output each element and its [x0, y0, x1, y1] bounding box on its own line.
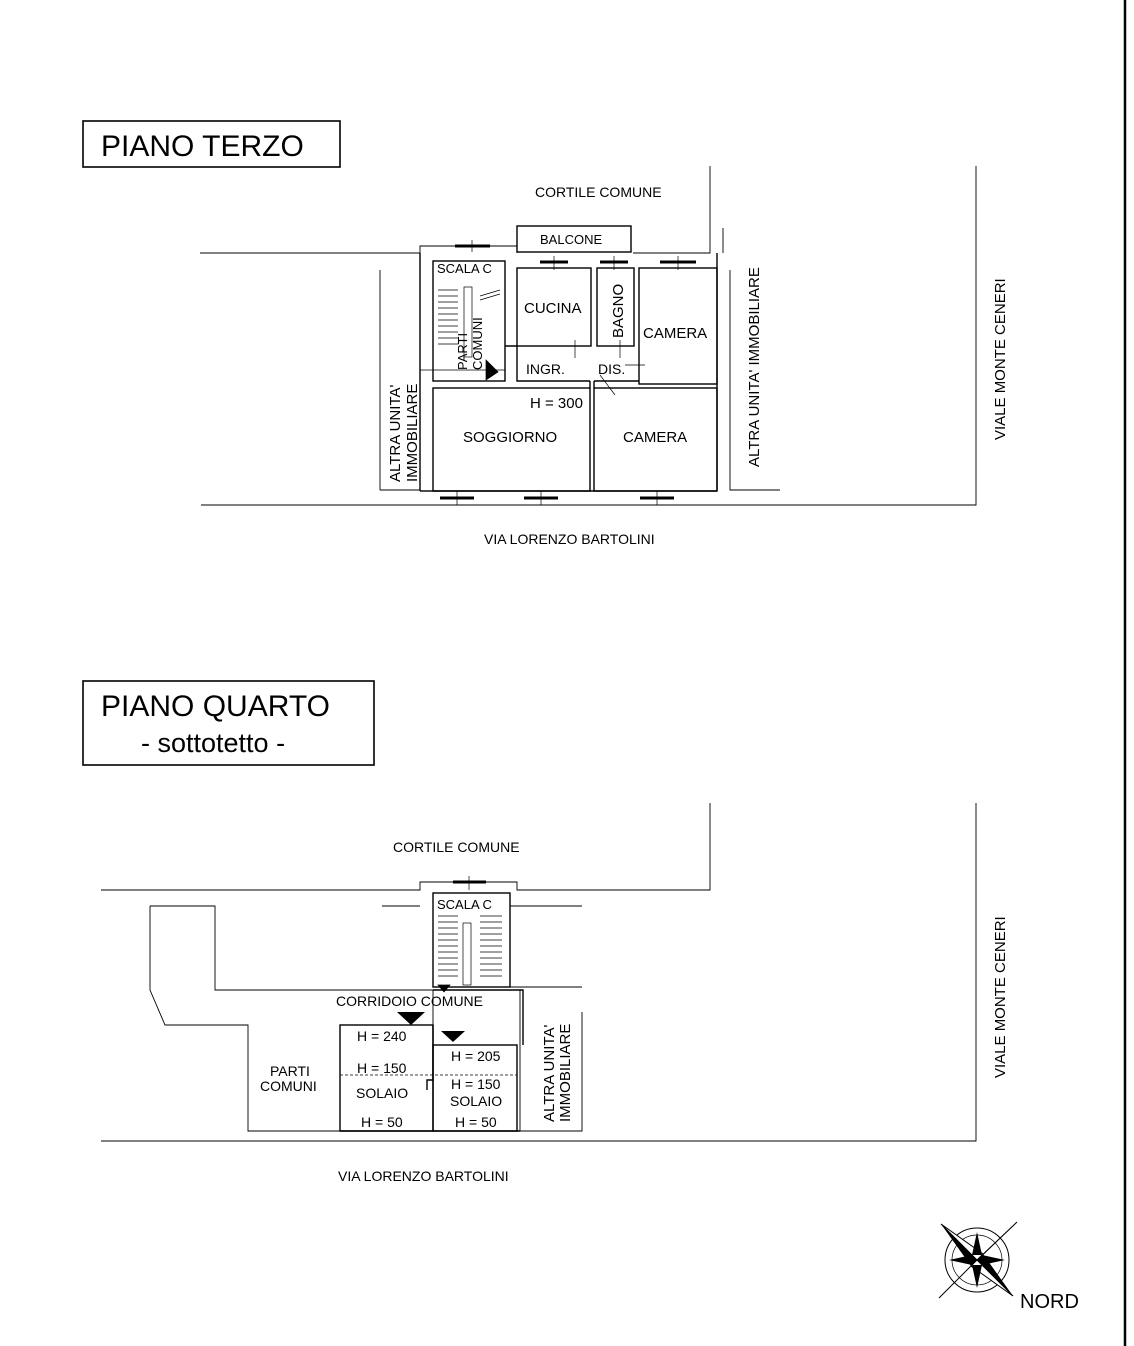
floor4-plan	[83, 681, 1009, 1184]
floor4-right-room-label: SOLAIO	[450, 1093, 503, 1109]
floor4-common-label-1: PARTI	[270, 1063, 310, 1079]
floor3-hall-label: DIS.	[598, 361, 626, 377]
floor4-right-height-min: H = 50	[455, 1114, 497, 1130]
floor4-corridor-label: CORRIDOIO COMUNE	[336, 993, 483, 1009]
floor3-other-unit-left-2: IMMOBILIARE	[404, 383, 421, 482]
floor4-door-markers	[397, 1012, 465, 1042]
floor4-other-unit-2: IMMOBILIARE	[557, 1023, 574, 1122]
floor3-height-label: H = 300	[530, 395, 583, 412]
floor3-living-label: SOGGIORNO	[463, 429, 558, 446]
floor3-bedroom-top-label: CAMERA	[643, 325, 708, 342]
floor3-title: PIANO TERZO	[101, 130, 304, 163]
floor3-entrance-label: INGR.	[526, 361, 565, 377]
floor4-site-lines	[101, 803, 976, 1141]
floor3-bedroom-bottom-label: CAMERA	[623, 429, 688, 446]
floor3-other-unit-left-1: ALTRA UNITA'	[387, 384, 404, 482]
floor4-right-height-mid: H = 150	[451, 1076, 501, 1092]
floor4-right-height-max: H = 205	[451, 1048, 501, 1064]
floor4-stair-label: SCALA C	[437, 897, 492, 912]
floor4-street-east: VIALE MONTE CENERI	[992, 916, 1009, 1078]
compass-rose-icon	[939, 1222, 1017, 1298]
floor3-common-label-1: PARTI	[455, 332, 470, 370]
floor3-balcony-label: BALCONE	[540, 232, 603, 247]
floor3-street-east: VIALE MONTE CENERI	[992, 278, 1009, 440]
floor3-common-label-2: COMUNI	[470, 317, 485, 370]
floor4-title: PIANO QUARTO	[101, 690, 330, 723]
floor4-common-label-2: COMUNI	[260, 1078, 317, 1094]
floor4-left-height-mid: H = 150	[357, 1060, 407, 1076]
floor3-windows	[440, 240, 696, 505]
floor4-left-height-max: H = 240	[357, 1028, 407, 1044]
floor3-plan	[83, 121, 1009, 547]
compass-label: NORD	[1020, 1291, 1079, 1313]
floor3-kitchen-label: CUCINA	[524, 300, 582, 317]
floor4-subtitle: - sottotetto -	[141, 728, 286, 758]
floor3-stair-label: SCALA C	[437, 261, 492, 276]
floor4-other-unit-1: ALTRA UNITA'	[541, 1024, 558, 1122]
floor3-bathroom-label: BAGNO	[610, 283, 627, 338]
floor4-street-south: VIA LORENZO BARTOLINI	[338, 1168, 509, 1184]
floor4-left-height-min: H = 50	[361, 1114, 403, 1130]
floor4-left-room-label: SOLAIO	[356, 1085, 409, 1101]
floor3-courtyard-label: CORTILE COMUNE	[535, 184, 662, 200]
floor3-other-unit-right: ALTRA UNITA' IMMOBILIARE	[746, 267, 763, 467]
floor4-courtyard-label: CORTILE COMUNE	[393, 839, 520, 855]
floor3-street-south: VIA LORENZO BARTOLINI	[484, 531, 655, 547]
floor3-site-lines	[200, 166, 976, 505]
